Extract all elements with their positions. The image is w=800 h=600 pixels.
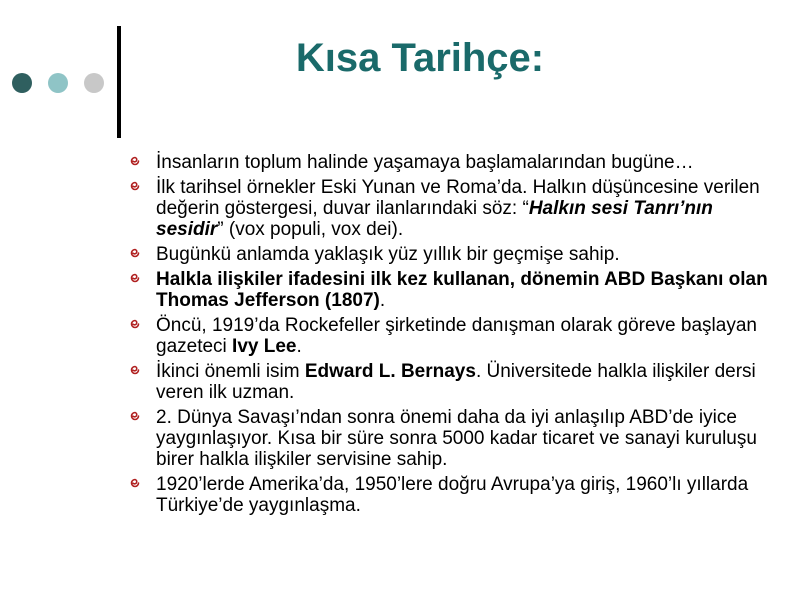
bullet-text: İkinci önemli isim xyxy=(156,361,305,382)
swirl-bullet-icon xyxy=(130,181,140,191)
swirl-bullet-icon xyxy=(130,478,140,488)
bullet-item xyxy=(130,361,780,403)
bullet-item xyxy=(130,407,780,470)
bullet-item xyxy=(130,269,780,311)
bullet-text: İlk tarihsel örnekler Eski Yunan ve Roma’da. Halkın düşüncesine verilen değerin göstergesi, duvar ilanlarındaki söz: “ xyxy=(156,177,760,219)
bullet-text: Öncü, 1919’da Rockefeller şirketinde danışman olarak göreve başlayan gazeteci xyxy=(156,315,757,357)
bullet-item xyxy=(130,315,780,357)
bullet-text: İnsanların toplum halinde yaşamaya başlamalarından bugüne… xyxy=(156,152,694,173)
swirl-bullet-icon xyxy=(130,273,140,283)
swirl-bullet-icon xyxy=(130,156,140,166)
bullet-text-end: . Üniversitede halkla ilişkiler dersi veren ilk uzman. xyxy=(156,361,756,403)
swirl-bullet-icon xyxy=(130,411,140,421)
title-divider-line xyxy=(117,26,121,138)
light-teal-dot-icon xyxy=(48,73,68,93)
bold-name: Ivy Lee xyxy=(232,336,297,357)
bullet-text-end: ” (vox populi, vox dei). xyxy=(217,219,404,240)
bullet-item xyxy=(130,474,780,516)
bullet-text: 1920’lerde Amerika’da, 1950’lere doğru Avrupa’ya giriş, 1960’lı yıllarda Türkiye’de yaygınlaşma. xyxy=(156,474,749,516)
swirl-bullet-icon xyxy=(130,365,140,375)
gray-dot-icon xyxy=(84,73,104,93)
bullet-text: 2. Dünya Savaşı’ndan sonra önemi daha da iyi anlaşılıp ABD’de iyice yaygınlaşıyor. Kısa bir süre sonra 5000 kadar ticaret ve sanayi kuruluşu birer halkla ilişkiler servisine sahip. xyxy=(156,407,757,470)
bold-text: Halkla ilişkiler ifadesini ilk kez kullanan, dönemin ABD Başkanı olan Thomas Jefferson (1807) xyxy=(156,269,768,311)
bullet-item xyxy=(130,152,780,173)
bold-name: Edward L. Bernays xyxy=(304,361,476,382)
dark-teal-dot-icon xyxy=(12,73,32,93)
swirl-bullet-icon xyxy=(130,248,140,258)
slide-title: Kısa Tarihçe: xyxy=(295,36,545,80)
bullet-text-end: . xyxy=(296,336,302,357)
bullet-item xyxy=(130,177,780,240)
quote-emphasis: Halkın sesi Tanrı’nın sesidir xyxy=(156,198,713,240)
bullet-list xyxy=(130,152,780,520)
bullet-text-end: . xyxy=(379,290,386,311)
bullet-item xyxy=(130,244,780,265)
decorative-dots xyxy=(12,72,120,94)
bullet-text: Bugünkü anlamda yaklaşık yüz yıllık bir geçmişe sahip. xyxy=(156,244,620,265)
swirl-bullet-icon xyxy=(130,319,140,329)
